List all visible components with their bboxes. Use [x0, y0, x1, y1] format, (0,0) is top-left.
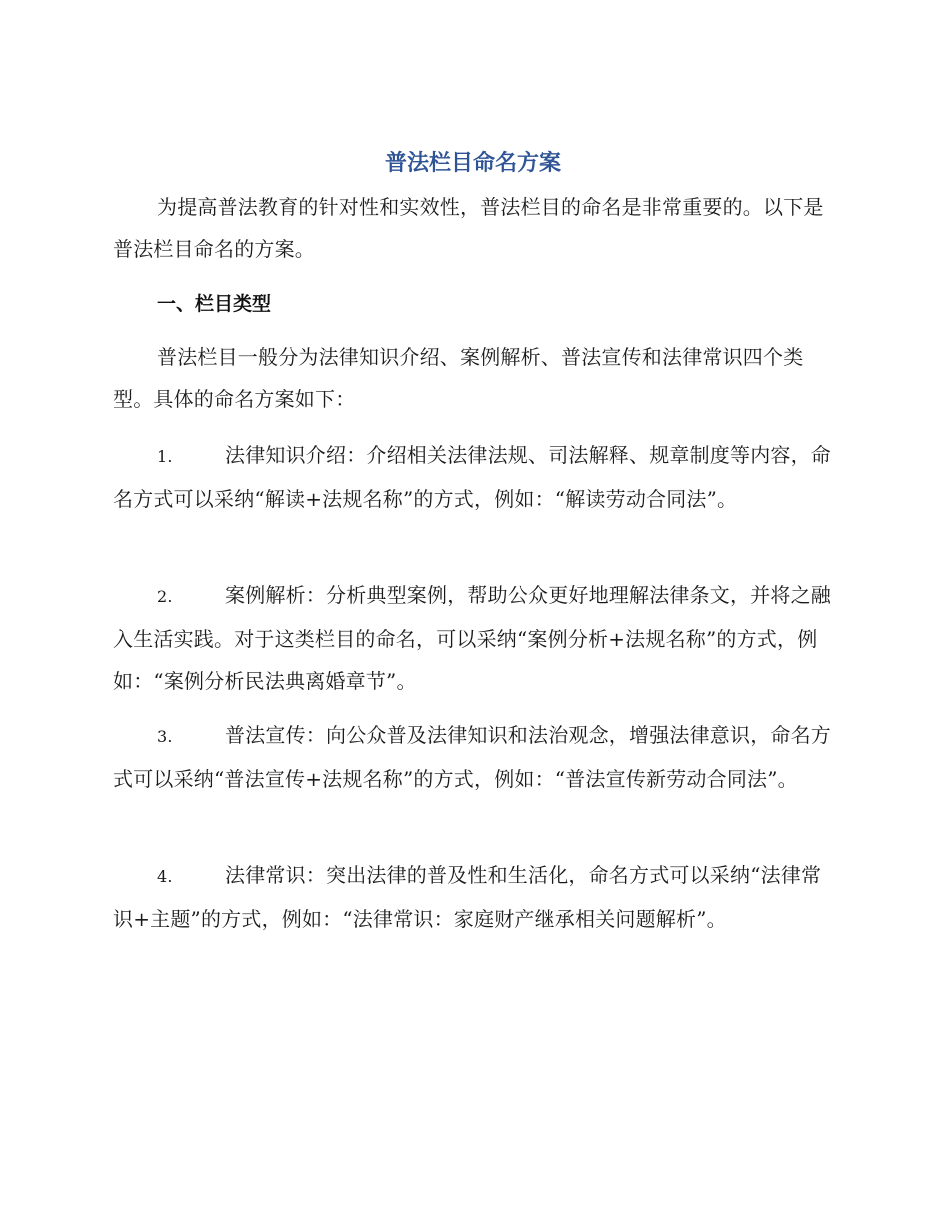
list-item-number: 3. — [157, 727, 173, 746]
list-item — [113, 854, 833, 940]
list-item-number: 1. — [157, 447, 173, 466]
intro-paragraph: 为提高普法教育的针对性和实效性，普法栏目的命名是非常重要的。以下是普法栏目命名的方案。 — [113, 195, 824, 261]
list-item — [113, 714, 833, 800]
list-item — [113, 434, 833, 520]
list-item-number: 2. — [157, 587, 173, 606]
list-item-text: 普法宣传：向公众普及法律知识和法治观念，增强法律意识，命名方式可以采纳“普法宣传+法规名称”的方式，例如：“普法宣传新劳动合同法”。 — [113, 723, 831, 791]
section-paragraph: 普法栏目一般分为法律知识介绍、案例解析、普法宣传和法律常识四个类型。具体的命名方案如下： — [113, 345, 804, 411]
list-item-number: 4. — [157, 867, 173, 886]
document-title: 普法栏目命名方案 — [384, 151, 561, 176]
section-heading-column-types: 一、栏目类型 — [157, 293, 272, 315]
list-item-text: 法律知识介绍：介绍相关法律法规、司法解释、规章制度等内容，命名方式可以采纳“解读+法规名称”的方式，例如：“解读劳动合同法”。 — [113, 443, 831, 511]
list-item-text: 法律常识：突出法律的普及性和生活化，命名方式可以采纳“法律常识+主题”的方式，例如：“法律常识：家庭财产继承相关问题解析”。 — [113, 863, 822, 931]
list-item-text: 案例解析：分析典型案例，帮助公众更好地理解法律条文，并将之融入生活实践。对于这类栏目的命名，可以采纳“案例分析+法规名称”的方式，例如：“案例分析民法典离婚章节”。 — [113, 583, 831, 693]
list-item — [113, 574, 833, 702]
